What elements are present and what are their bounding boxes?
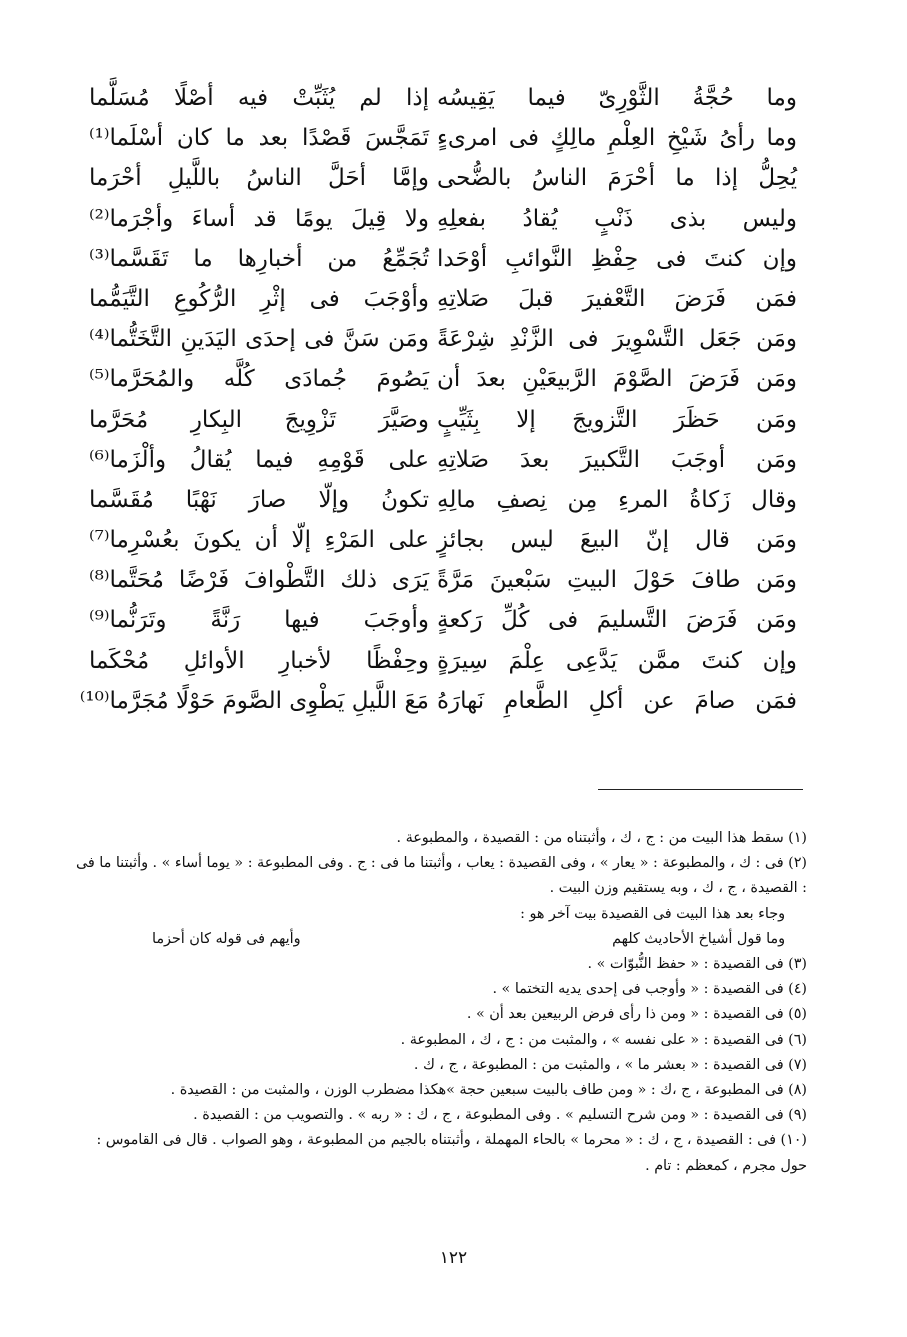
poem-left-column <box>79 78 429 721</box>
verse-line: وأوجَبَ فيها رَنَّةً وتَرَنُّما⁽⁹⁾ <box>89 607 429 634</box>
footnote: (٨) فى المطبوعة ، ج ،ك : « ومن طاف بالبيت سبعين حجة »هكذا مضطرب الوزن ، والمثبت من : القصيدة . <box>170 1082 807 1099</box>
footnote: (١٠) فى : القصيدة ، ج ، ك : « محرما » بالحاء المهملة ، وأثبتناه بالجيم من المطبوعة ، وهو الصواب . قال فى القاموس : حول مجرم ، كمعظم : تام . <box>96 1132 807 1174</box>
poem-right-column <box>437 78 797 721</box>
footnote-separator <box>598 789 803 790</box>
verse-line: وأوْجَبَ فى إثْرِ الرُّكُوعِ التَّيَمُّما <box>89 285 429 312</box>
page-number: ١٢٢ <box>439 1248 468 1268</box>
verse-line: وصَيَّرَ تَزْوِيجَ البِكارِ مُحَرَّما <box>89 406 429 433</box>
footnote-couplet <box>72 927 807 952</box>
footnote: (١) سقط هذا البيت من : ج ، ك ، وأثبتناه من : القصيدة ، والمطبوعة . <box>396 830 807 846</box>
verse-line: ومَن فَرَضَ الصَّوْمَ الرَّبيعَيْنِ بعدَ أن <box>437 366 797 393</box>
verse-line: ومَن قال إنّ البيعَ ليس بجائزٍ <box>437 527 797 554</box>
verse-line: فمَن صامَ عن أكلِ الطَّعامِ نَهارَهُ <box>437 687 797 714</box>
verse-line: وإمَّا أحَلَّ الناسُ باللَّيلِ أحْرَما <box>89 165 429 192</box>
couplet-first-hemistich: وما قول أشياخ الأحاديث كلهم <box>612 930 785 947</box>
footnote: (٥) فى القصيدة : « ومن ذا رأى فرض الربيعين بعد أن » . <box>466 1006 807 1023</box>
footnote: (٢) فى : ك ، والمطبوعة : « يعار » ، وفى القصيدة : يعاب ، وأثبتنا ما فى : ج . وفى المطبوعة : « يوما أساء » . وأثبتنا ما فى : القصيدة ، ج ، ك ، وبه يستقيم وزن البيت . <box>75 855 807 897</box>
verse-line: وإن كنتَ ممَّن يَدَّعِى عِلْمَ سِيرَةٍ <box>437 647 797 674</box>
verse-line: يَصُومَ جُمادَى كُلَّه والمُحَرَّما⁽⁵⁾ <box>89 366 429 393</box>
verse-line: وما حُجَّةُ الثَّوْرِىّ فيما يَقِيسُه <box>437 85 797 111</box>
verse-line: ومَن سَنَّ فى إحدَى اليَدَينِ التَّخَتُّما⁽⁴⁾ <box>89 326 429 353</box>
verse-line: تُجَمِّعُ من أخبارِها ما تَقَسَّما⁽³⁾ <box>89 245 429 272</box>
footnote: (٣) فى القصيدة : « حفظ النُّبوّات » . <box>587 956 807 973</box>
verse-line: ومَن حَظَرَ التَّزويجَ إلا بِثَيِّبٍ <box>437 406 797 433</box>
footnotes <box>72 826 807 1179</box>
verse-line: وحِفْظًا لأخبارِ الأوائلِ مُحْكَما <box>89 647 429 674</box>
footnote: (٤) فى القصيدة : « وأوجب فى إحدى يديه التختما » . <box>492 981 807 998</box>
verse-line: مَعَ اللَّيلِ يَطْوِى الصَّومَ حَوْلًا مُجَرَّما⁽¹⁰⁾ <box>79 687 429 714</box>
verse-line: ومَن فَرَضَ التَّسليمَ فى كُلِّ رَكعةٍ <box>437 607 797 634</box>
couplet-second-hemistich: وأيهم فى قوله كان أحزما <box>152 930 301 947</box>
verse-line: على قَوْمِهِ فيما يُقالُ وألْزَما⁽⁶⁾ <box>89 446 429 473</box>
verse-line: يُحِلُّ إذا ما أحْرَمَ الناسُ بالضُّحى <box>437 165 797 192</box>
verse-line: تكونُ وإلّا صارَ نَهْبًا مُقَسَّما <box>89 486 429 513</box>
verse-line: على المَرْءِ إلّا أن يكونَ بعُسْرِما⁽⁷⁾ <box>89 527 429 554</box>
verse-line: وليس بذى ذَنْبٍ يُقادُ بفعلِهِ <box>437 205 797 232</box>
verse-line: وما رأىُ شَيْخِ العِلْمِ مالِكٍ فى امرىءٍ <box>437 125 797 152</box>
verse-line: تَمَجَّسَ قَصْدًا بعد ما كان أسْلَما⁽¹⁾ <box>89 125 429 152</box>
verse-line: وإن كنتَ فى حِفْظِ النَّوائبِ أوْحَدا <box>437 245 797 272</box>
verse-line: ومَن جَعَل التَّسْوِيرَ فى الزَّنْدِ شِرْعَةً <box>437 326 797 353</box>
footnote: (٩) فى القصيدة : « ومن شرح التسليم » . وفى المطبوعة ، ج ، ك : « ربه » . والتصويب من : القصيدة . <box>193 1107 807 1124</box>
footnote: وجاء بعد هذا البيت فى القصيدة بيت آخر هو : <box>520 905 785 922</box>
verse-line: وقال زَكاةُ المرءِ مِن نِصفِ مالِهِ <box>437 486 797 513</box>
verse-line: ومَن طافَ حَوْلَ البيتِ سَبْعينَ مَرَّةً <box>437 567 797 594</box>
verse-line: ولا قِيلَ يومًا قد أساءَ وأجْرَما⁽²⁾ <box>89 205 429 232</box>
verse-line: ومَن أوجَبَ التَّكبيرَ بعدَ صَلاتِهِ <box>437 446 797 473</box>
footnote: (٧) فى القصيدة : « بعشر ما » ، والمثبت من : المطبوعة ، ج ، ك . <box>413 1056 807 1073</box>
verse-line: فمَن فَرَضَ التَّعْفيرَ قبلَ صَلاتِهِ <box>437 285 797 312</box>
footnote: (٦) فى القصيدة : « على نفسه » ، والمثبت من : ج ، ك ، المطبوعة . <box>400 1031 807 1048</box>
verse-line: إذا لم يُثَبِّتْ فيه أصْلًا مُسَلَّما <box>89 85 429 111</box>
verse-line: يَرَى ذلك التَّطْوافَ فَرْضًا مُحَتَّما⁽⁸⁾ <box>89 567 429 594</box>
